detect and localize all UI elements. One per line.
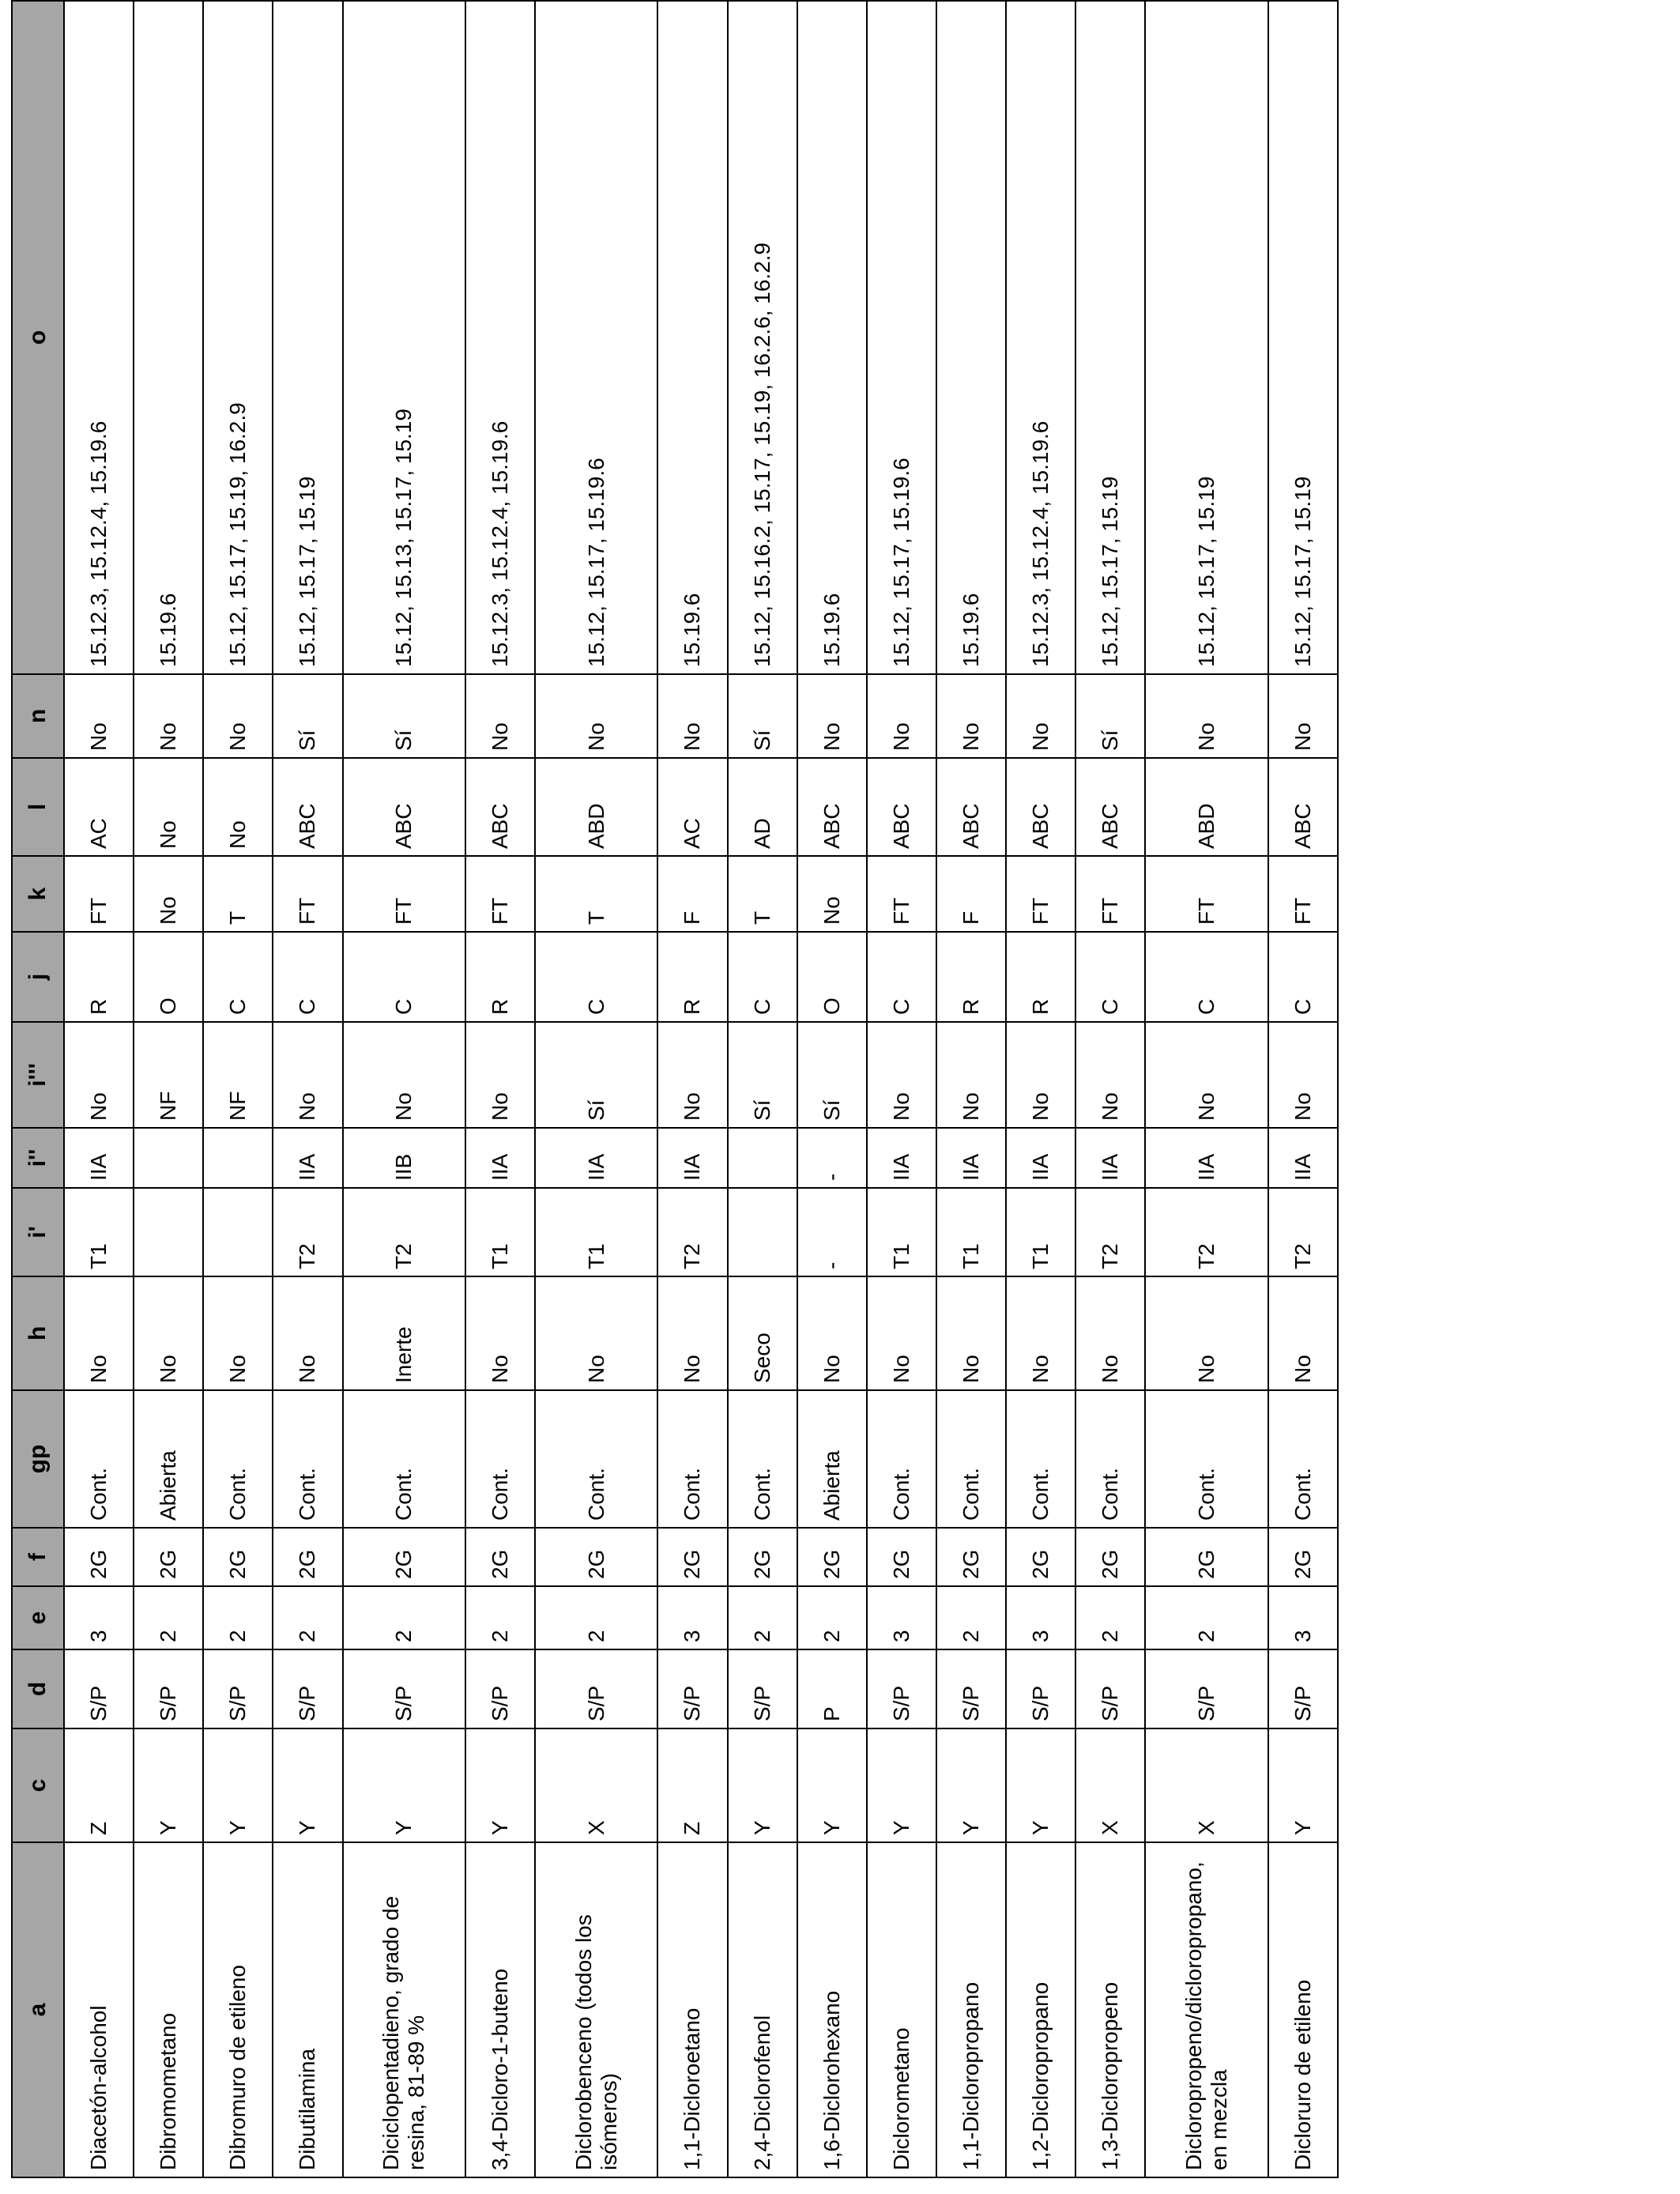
rotated-page	[11, 0, 1339, 2178]
table-cell: C	[1145, 932, 1268, 1022]
table-cell: 15.12, 15.17, 15.19.6	[535, 1, 657, 674]
table-cell: Seco	[728, 1276, 797, 1390]
column-header: e	[12, 1586, 64, 1649]
table-cell: 2G	[134, 1528, 203, 1586]
table-cell: IIA	[657, 1128, 727, 1188]
table-cell: S/P	[134, 1649, 203, 1728]
table-cell: 2G	[936, 1528, 1006, 1586]
table-cell: 15.12, 15.17, 15.19.6	[867, 1, 936, 674]
table-cell: S/P	[728, 1649, 797, 1728]
table-cell: ABD	[535, 758, 657, 856]
table-cell: 15.12.3, 15.12.4, 15.19.6	[64, 1, 134, 674]
table-cell: No	[465, 1276, 535, 1390]
table-row	[64, 1, 134, 2177]
table-cell: 3	[657, 1586, 727, 1649]
table-cell	[728, 1128, 797, 1188]
table-cell: IIA	[1075, 1128, 1145, 1188]
table-cell: Y	[465, 1728, 535, 1842]
table-cell: 15.12, 15.13, 15.17, 15.19	[343, 1, 465, 674]
table-cell: C	[1075, 932, 1145, 1022]
table-cell: Inerte	[343, 1276, 465, 1390]
table-cell: C	[273, 932, 342, 1022]
table-cell: R	[936, 932, 1006, 1022]
table-row	[203, 1, 273, 2177]
table-row	[1006, 1, 1075, 2177]
table-cell: Y	[343, 1728, 465, 1842]
table-cell: No	[1006, 1022, 1075, 1128]
table-cell: T2	[343, 1188, 465, 1276]
table-cell: Cont.	[273, 1390, 342, 1528]
table-cell: No	[1268, 1276, 1338, 1390]
table-cell: No	[203, 674, 273, 758]
table-row	[797, 1, 867, 2177]
table-cell: Sí	[797, 1022, 867, 1128]
column-header: i'''	[12, 1022, 64, 1128]
table-cell: S/P	[64, 1649, 134, 1728]
table-cell: T1	[465, 1188, 535, 1276]
table-cell: 2	[134, 1586, 203, 1649]
table-cell: F	[657, 856, 727, 932]
table-cell: Cont.	[867, 1390, 936, 1528]
table-cell: Sí	[343, 674, 465, 758]
product-name-cell: Dibutilamina	[273, 1842, 342, 2177]
table-row	[936, 1, 1006, 2177]
table-cell: No	[203, 1276, 273, 1390]
table-cell: 15.12, 15.17, 15.19	[1075, 1, 1145, 674]
table-cell: 2	[273, 1586, 342, 1649]
product-name-cell: 1,3-Dicloropropeno	[1075, 1842, 1145, 2177]
table-row	[1268, 1, 1338, 2177]
table-cell: No	[134, 758, 203, 856]
table-cell: No	[134, 856, 203, 932]
table-cell: FT	[1145, 856, 1268, 932]
table-cell: 2G	[867, 1528, 936, 1586]
table-row	[1075, 1, 1145, 2177]
product-name-cell: Dicloruro de etileno	[1268, 1842, 1338, 2177]
table-cell: 15.12.3, 15.12.4, 15.19.6	[465, 1, 535, 674]
column-header: i''	[12, 1128, 64, 1188]
table-cell: FT	[1268, 856, 1338, 932]
table-cell	[134, 1188, 203, 1276]
table-cell: ABC	[273, 758, 342, 856]
table-cell: 3	[867, 1586, 936, 1649]
table-cell: Y	[936, 1728, 1006, 1842]
table-row	[867, 1, 936, 2177]
table-cell: ABC	[1268, 758, 1338, 856]
table-cell: 3	[1268, 1586, 1338, 1649]
table-cell: C	[203, 932, 273, 1022]
table-row	[273, 1, 342, 2177]
table-cell: No	[535, 1276, 657, 1390]
table-cell: No	[867, 674, 936, 758]
table-cell: FT	[1075, 856, 1145, 932]
table-cell: No	[1145, 1276, 1268, 1390]
table-cell: F	[936, 856, 1006, 932]
table-cell: 2G	[535, 1528, 657, 1586]
table-cell: 15.12.3, 15.12.4, 15.19.6	[1006, 1, 1075, 674]
table-cell: C	[343, 932, 465, 1022]
table-cell: Cont.	[1145, 1390, 1268, 1528]
table-cell: No	[134, 1276, 203, 1390]
table-cell: Cont.	[64, 1390, 134, 1528]
table-cell: T	[728, 856, 797, 932]
table-cell: Abierta	[797, 1390, 867, 1528]
column-header: k	[12, 856, 64, 932]
table-cell: No	[134, 674, 203, 758]
table-cell: T1	[1006, 1188, 1075, 1276]
table-cell: ABC	[936, 758, 1006, 856]
table-cell: 2G	[273, 1528, 342, 1586]
table-row	[134, 1, 203, 2177]
table-cell: 2G	[343, 1528, 465, 1586]
table-cell: S/P	[343, 1649, 465, 1728]
table-cell: No	[465, 1022, 535, 1128]
table-cell: O	[134, 932, 203, 1022]
table-cell: R	[64, 932, 134, 1022]
table-cell: No	[657, 1022, 727, 1128]
product-name-cell: Diclorobenceno (todos los isómeros)	[535, 1842, 657, 2177]
table-cell: Y	[134, 1728, 203, 1842]
table-cell: T2	[1268, 1188, 1338, 1276]
table-cell: NF	[203, 1022, 273, 1128]
column-header: d	[12, 1649, 64, 1728]
table-cell: -	[797, 1128, 867, 1188]
table-cell: 2	[936, 1586, 1006, 1649]
table-cell: No	[465, 674, 535, 758]
table-cell: FT	[273, 856, 342, 932]
table-row	[657, 1, 727, 2177]
table-cell: C	[1268, 932, 1338, 1022]
product-name-cell: 1,1-Dicloropropano	[936, 1842, 1006, 2177]
table-cell: NF	[134, 1022, 203, 1128]
column-header: gp	[12, 1390, 64, 1528]
table-cell: No	[867, 1276, 936, 1390]
table-cell: No	[1075, 1022, 1145, 1128]
table-cell: Abierta	[134, 1390, 203, 1528]
column-header: c	[12, 1728, 64, 1842]
table-cell: 2G	[203, 1528, 273, 1586]
table-cell: Y	[728, 1728, 797, 1842]
table-cell: Z	[657, 1728, 727, 1842]
table-cell: S/P	[657, 1649, 727, 1728]
table-cell: IIA	[936, 1128, 1006, 1188]
table-cell: -	[797, 1188, 867, 1276]
column-header: j	[12, 932, 64, 1022]
table-cell: S/P	[1268, 1649, 1338, 1728]
table-cell: Sí	[728, 674, 797, 758]
table-cell: 15.12, 15.17, 15.19	[1145, 1, 1268, 674]
table-cell: No	[1145, 1022, 1268, 1128]
product-name-cell: Dibromuro de etileno	[203, 1842, 273, 2177]
column-header: l	[12, 758, 64, 856]
table-cell: No	[867, 1022, 936, 1128]
table-cell: 2	[203, 1586, 273, 1649]
table-cell: No	[1075, 1276, 1145, 1390]
table-cell: 15.19.6	[134, 1, 203, 674]
table-cell: IIA	[465, 1128, 535, 1188]
table-cell: AC	[657, 758, 727, 856]
table-cell: P	[797, 1649, 867, 1728]
table-cell: 2G	[1075, 1528, 1145, 1586]
table-cell	[203, 1128, 273, 1188]
table-cell: 2G	[1006, 1528, 1075, 1586]
table-cell: No	[64, 674, 134, 758]
table-cell: No	[657, 674, 727, 758]
column-header: h	[12, 1276, 64, 1390]
table-cell: S/P	[936, 1649, 1006, 1728]
table-cell: 3	[1006, 1586, 1075, 1649]
table-cell: 2	[343, 1586, 465, 1649]
table-cell: S/P	[465, 1649, 535, 1728]
product-name-cell: 3,4-Dicloro-1-buteno	[465, 1842, 535, 2177]
table-cell: ABC	[1075, 758, 1145, 856]
table-cell: Sí	[728, 1022, 797, 1128]
chemical-requirements-table	[11, 0, 1339, 2178]
table-cell: No	[1006, 674, 1075, 758]
table-cell: T	[203, 856, 273, 932]
table-cell: Sí	[535, 1022, 657, 1128]
table-cell: No	[203, 758, 273, 856]
table-cell: Y	[1268, 1728, 1338, 1842]
table-cell: Y	[273, 1728, 342, 1842]
table-cell: S/P	[535, 1649, 657, 1728]
table-cell: IIA	[1145, 1128, 1268, 1188]
table-cell: 15.19.6	[657, 1, 727, 674]
table-cell: No	[936, 1022, 1006, 1128]
column-header: f	[12, 1528, 64, 1586]
table-cell: 2G	[797, 1528, 867, 1586]
column-header: i'	[12, 1188, 64, 1276]
table-cell: 2	[535, 1586, 657, 1649]
table-cell: 2	[797, 1586, 867, 1649]
table-row	[535, 1, 657, 2177]
table-cell: FT	[1006, 856, 1075, 932]
table-cell: No	[1268, 1022, 1338, 1128]
table-cell: 2	[728, 1586, 797, 1649]
table-cell: R	[657, 932, 727, 1022]
table-cell: Cont.	[1268, 1390, 1338, 1528]
table-cell: 3	[64, 1586, 134, 1649]
table-cell: AD	[728, 758, 797, 856]
table-cell: Cont.	[535, 1390, 657, 1528]
table-cell: Cont.	[203, 1390, 273, 1528]
table-cell: C	[728, 932, 797, 1022]
table-cell	[203, 1188, 273, 1276]
table-cell: No	[1006, 1276, 1075, 1390]
table-cell: T1	[535, 1188, 657, 1276]
product-name-cell: Diciclopentadieno, grado de resina, 81-89 %	[343, 1842, 465, 2177]
column-header: a	[12, 1842, 64, 2177]
table-cell: 15.12, 15.17, 15.19	[1268, 1, 1338, 674]
table-cell: Cont.	[728, 1390, 797, 1528]
table-cell: FT	[465, 856, 535, 932]
table-cell: Cont.	[657, 1390, 727, 1528]
table-cell: Y	[1006, 1728, 1075, 1842]
table-cell: ABC	[343, 758, 465, 856]
table-cell: IIA	[1006, 1128, 1075, 1188]
table-cell: Y	[867, 1728, 936, 1842]
table-cell: ABC	[797, 758, 867, 856]
table-row	[465, 1, 535, 2177]
table-cell: 2	[465, 1586, 535, 1649]
table-cell: T2	[273, 1188, 342, 1276]
table-cell: No	[273, 1022, 342, 1128]
table-cell: T1	[867, 1188, 936, 1276]
table-cell: T	[535, 856, 657, 932]
table-cell: Sí	[273, 674, 342, 758]
table-cell: 2G	[1145, 1528, 1268, 1586]
header-row	[12, 1, 64, 2177]
table-cell: 15.19.6	[797, 1, 867, 674]
product-name-cell: 1,2-Dicloropropano	[1006, 1842, 1075, 2177]
table-cell: No	[936, 674, 1006, 758]
table-cell: Z	[64, 1728, 134, 1842]
table-cell: S/P	[1145, 1649, 1268, 1728]
table-cell: ABC	[867, 758, 936, 856]
table-cell: R	[465, 932, 535, 1022]
table-cell: No	[273, 1276, 342, 1390]
table-cell: No	[64, 1022, 134, 1128]
table-cell: Y	[203, 1728, 273, 1842]
table-cell	[134, 1128, 203, 1188]
product-name-cell: Dicloropropeno/dicloropropano, en mezcla	[1145, 1842, 1268, 2177]
table-cell: 2G	[465, 1528, 535, 1586]
product-name-cell: Diacetón-alcohol	[64, 1842, 134, 2177]
table-row	[728, 1, 797, 2177]
table-cell: No	[797, 674, 867, 758]
table-cell: C	[535, 932, 657, 1022]
table-cell: C	[867, 932, 936, 1022]
table-cell: X	[1075, 1728, 1145, 1842]
table-cell: No	[1145, 674, 1268, 758]
table-cell: FT	[343, 856, 465, 932]
table-cell: R	[1006, 932, 1075, 1022]
table-cell: No	[535, 674, 657, 758]
table-cell: S/P	[273, 1649, 342, 1728]
table-cell: No	[936, 1276, 1006, 1390]
table-cell: No	[343, 1022, 465, 1128]
table-cell: No	[797, 856, 867, 932]
table-cell: Cont.	[343, 1390, 465, 1528]
table-cell: 15.19.6	[936, 1, 1006, 674]
product-name-cell: Diclorometano	[867, 1842, 936, 2177]
table-cell: S/P	[1075, 1649, 1145, 1728]
table-cell: S/P	[867, 1649, 936, 1728]
table-cell: S/P	[203, 1649, 273, 1728]
product-name-cell: 1,6-Diclorohexano	[797, 1842, 867, 2177]
table-cell: No	[64, 1276, 134, 1390]
table-cell: 15.12, 15.17, 15.19	[273, 1, 342, 674]
table-cell: O	[797, 932, 867, 1022]
table-cell: IIA	[867, 1128, 936, 1188]
table-cell: T2	[1145, 1188, 1268, 1276]
table-cell: IIA	[64, 1128, 134, 1188]
column-header: n	[12, 674, 64, 758]
table-cell: 2G	[657, 1528, 727, 1586]
product-name-cell: 1,1-Dicloroetano	[657, 1842, 727, 2177]
table-cell: T2	[1075, 1188, 1145, 1276]
table-cell: 15.12, 15.16.2, 15.17, 15.19, 16.2.6, 16.2.9	[728, 1, 797, 674]
table-cell: S/P	[1006, 1649, 1075, 1728]
table-cell: IIA	[273, 1128, 342, 1188]
table-cell: No	[797, 1276, 867, 1390]
table-cell: X	[535, 1728, 657, 1842]
table-row	[1145, 1, 1268, 2177]
table-cell: ABC	[1006, 758, 1075, 856]
table-cell: IIA	[535, 1128, 657, 1188]
table-body	[64, 1, 1338, 2177]
table-cell: T1	[64, 1188, 134, 1276]
table-cell: Y	[797, 1728, 867, 1842]
table-cell: ABC	[465, 758, 535, 856]
table-cell: 2G	[728, 1528, 797, 1586]
table-cell: No	[1268, 674, 1338, 758]
table-cell: Cont.	[1006, 1390, 1075, 1528]
table-cell: Cont.	[1075, 1390, 1145, 1528]
table-cell: Sí	[1075, 674, 1145, 758]
table-row	[343, 1, 465, 2177]
column-header: o	[12, 1, 64, 674]
table-cell: 2G	[64, 1528, 134, 1586]
table-cell: AC	[64, 758, 134, 856]
table-cell: T1	[936, 1188, 1006, 1276]
table-cell: FT	[867, 856, 936, 932]
table-cell: 2	[1145, 1586, 1268, 1649]
table-cell: Cont.	[465, 1390, 535, 1528]
table-cell: T2	[657, 1188, 727, 1276]
table-cell: Cont.	[936, 1390, 1006, 1528]
product-name-cell: Dibromometano	[134, 1842, 203, 2177]
product-name-cell: 2,4-Diclorofenol	[728, 1842, 797, 2177]
table-cell: No	[657, 1276, 727, 1390]
table-cell: IIA	[1268, 1128, 1338, 1188]
table-cell: 15.12, 15.17, 15.19, 16.2.9	[203, 1, 273, 674]
table-cell	[728, 1188, 797, 1276]
table-cell: 2	[1075, 1586, 1145, 1649]
table-cell: ABD	[1145, 758, 1268, 856]
table-cell: 2G	[1268, 1528, 1338, 1586]
table-cell: FT	[64, 856, 134, 932]
table-cell: IIB	[343, 1128, 465, 1188]
table-cell: X	[1145, 1728, 1268, 1842]
